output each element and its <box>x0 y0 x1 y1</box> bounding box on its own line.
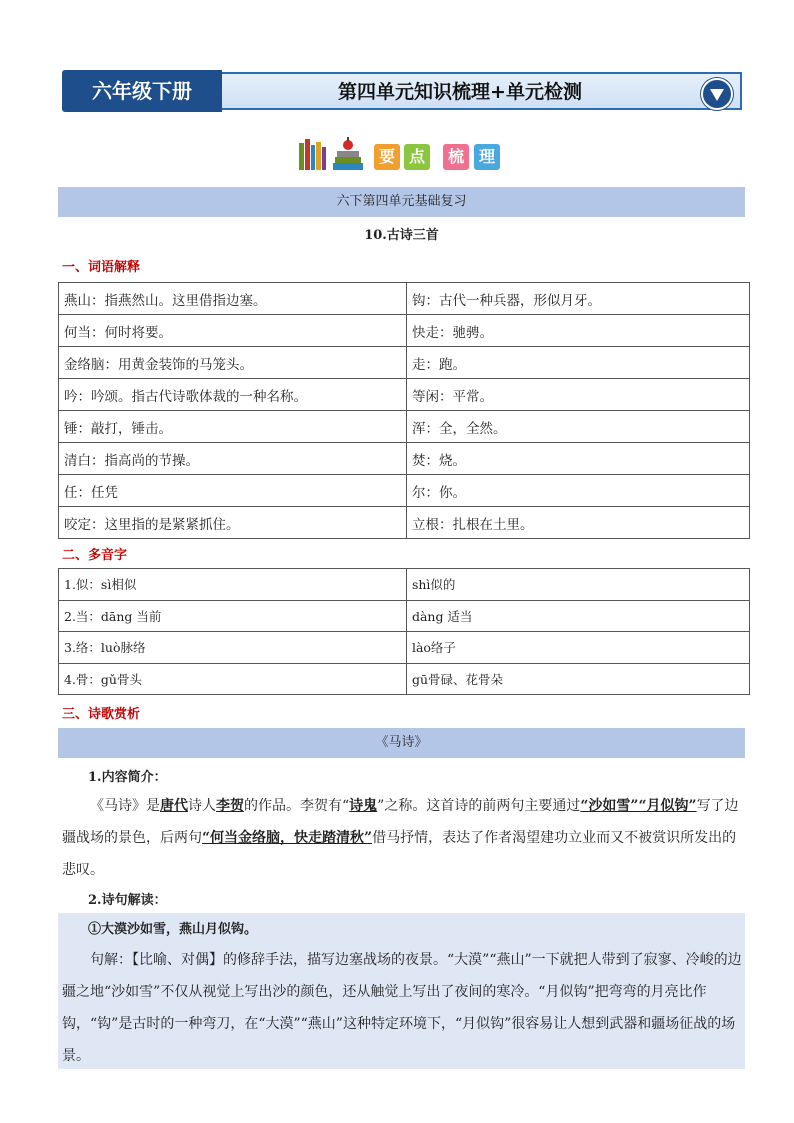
badge-tile-2 <box>404 144 430 170</box>
vocab-cell: 咬定：这里指的是紧紧抓住。 <box>59 507 407 539</box>
vocab-cell: 焚：烧。 <box>406 443 749 475</box>
badge-char: 要 <box>378 147 395 166</box>
review-title: 六下第四单元基础复习 <box>336 194 467 209</box>
table-row <box>59 411 750 443</box>
intro-key-term: 诗鬼 <box>349 798 378 814</box>
polyphone-heading: 二、多音字 <box>62 548 128 563</box>
poem-title-bar <box>58 728 745 758</box>
badge-char: 梳 <box>447 147 464 166</box>
table-row <box>59 475 750 507</box>
lesson-title: 10.古诗三首 <box>364 228 439 243</box>
review-title-bar <box>58 187 745 217</box>
vocab-cell: 浑：全，全然。 <box>406 411 749 443</box>
chevron-down-icon-glyph <box>703 80 731 108</box>
polyphone-cell: 2.当：dāng 当前 <box>59 600 407 632</box>
polyphone-cell: shì似的 <box>406 569 749 601</box>
intro-key-term: “何当金络脑，快走踏清秋” <box>202 830 373 846</box>
vocab-heading: 一、词语解释 <box>62 260 141 275</box>
vocab-cell: 燕山：指燕然山。这里借指边塞。 <box>59 283 407 315</box>
intro-text: ”之称。这首诗的前两句主要通过 <box>377 798 581 814</box>
vocab-table-body <box>59 283 750 539</box>
vocab-cell: 尔：你。 <box>406 475 749 507</box>
page-title: 第四单元知识梳理+单元检测 <box>338 81 582 103</box>
intro-text: 借马抒情，表达了作者渴望建功立业而又不被赏识所发出的悲叹。 <box>62 830 737 878</box>
intro-text: 的作品。李贺有“ <box>244 798 350 814</box>
table-row <box>59 507 750 539</box>
polyphone-cell: 1.似：sì相似 <box>59 569 407 601</box>
grade-tab: 六年级下册 <box>62 70 222 112</box>
poem-line-1-explain: 句解：【比喻、对偶】的修辞手法，描写边塞战场的夜景。“大漠”“燕山”一下就把人带到了寂寥、冷峻的边疆之地“沙如雪”不仅从视觉上写出沙的颜色，还从触觉上写出了夜间的寒冷。“月似钩”把弯弯的月亮比作钩，“钩”是古时的一种弯刀，在“大漠”“燕山”这种特定环境下，“月似钩”很容易让人想到武器和疆场征战的场景。 <box>62 952 742 1064</box>
table-row <box>59 569 750 601</box>
vocab-cell: 金络脑：用黄金装饰的马笼头。 <box>59 347 407 379</box>
table-row <box>59 315 750 347</box>
table-row <box>59 443 750 475</box>
intro-text: 写了边疆战场的景色，后两句 <box>62 798 739 846</box>
badge-tile-3 <box>443 144 469 170</box>
intro-text: 《马诗》是 <box>90 798 160 814</box>
table-row <box>59 600 750 632</box>
intro-text: 诗人 <box>188 798 216 814</box>
intro-key-term: 李贺 <box>216 798 244 814</box>
table-row <box>59 379 750 411</box>
vocab-cell: 快走：驰骋。 <box>406 315 749 347</box>
polyphone-cell: dàng 适当 <box>406 600 749 632</box>
appreciation-heading: 三、诗歌赏析 <box>62 707 141 722</box>
badge-char: 点 <box>408 147 425 166</box>
polyphone-cell: lào络子 <box>406 632 749 664</box>
table-row <box>59 663 750 695</box>
badge-char: 理 <box>478 147 495 166</box>
vocab-table <box>58 282 750 539</box>
chevron-down-icon[interactable] <box>701 78 733 110</box>
polyphone-cell: 4.骨：gǔ骨头 <box>59 663 407 695</box>
intro-paragraph <box>62 790 746 886</box>
vocab-cell: 走：跑。 <box>406 347 749 379</box>
vocab-cell: 锤：敲打，锤击。 <box>59 411 407 443</box>
vocab-cell: 任：任凭 <box>59 475 407 507</box>
polyphone-cell: 3.络：luò脉络 <box>59 632 407 664</box>
table-row <box>59 283 750 315</box>
badge-tile-4 <box>474 144 500 170</box>
vocab-cell: 立根：扎根在土里。 <box>406 507 749 539</box>
polyphone-table <box>58 568 750 695</box>
table-row <box>59 632 750 664</box>
vocab-cell: 钩：古代一种兵器，形似月牙。 <box>406 283 749 315</box>
vocab-cell: 何当：何时将要。 <box>59 315 407 347</box>
vocab-cell: 吟：吟颂。指古代诗歌体裁的一种名称。 <box>59 379 407 411</box>
vocab-cell: 等闲：平常。 <box>406 379 749 411</box>
polyphone-table-body <box>59 569 750 695</box>
intro-key-term: “沙如雪”“月似钩” <box>580 798 697 814</box>
polyphone-cell: gū骨碌、花骨朵 <box>406 663 749 695</box>
reading-label: 2.诗句解读： <box>88 893 167 908</box>
books-icon <box>297 133 369 171</box>
poem-line-1: ①大漠沙如雪，燕山月似钩。 <box>88 922 258 937</box>
poem-title: 《马诗》 <box>375 735 428 750</box>
intro-label: 1.内容简介： <box>88 770 167 785</box>
intro-key-term: 唐代 <box>160 798 188 814</box>
badge-tile-1 <box>374 144 400 170</box>
table-row <box>59 347 750 379</box>
vocab-cell: 清白：指高尚的节操。 <box>59 443 407 475</box>
